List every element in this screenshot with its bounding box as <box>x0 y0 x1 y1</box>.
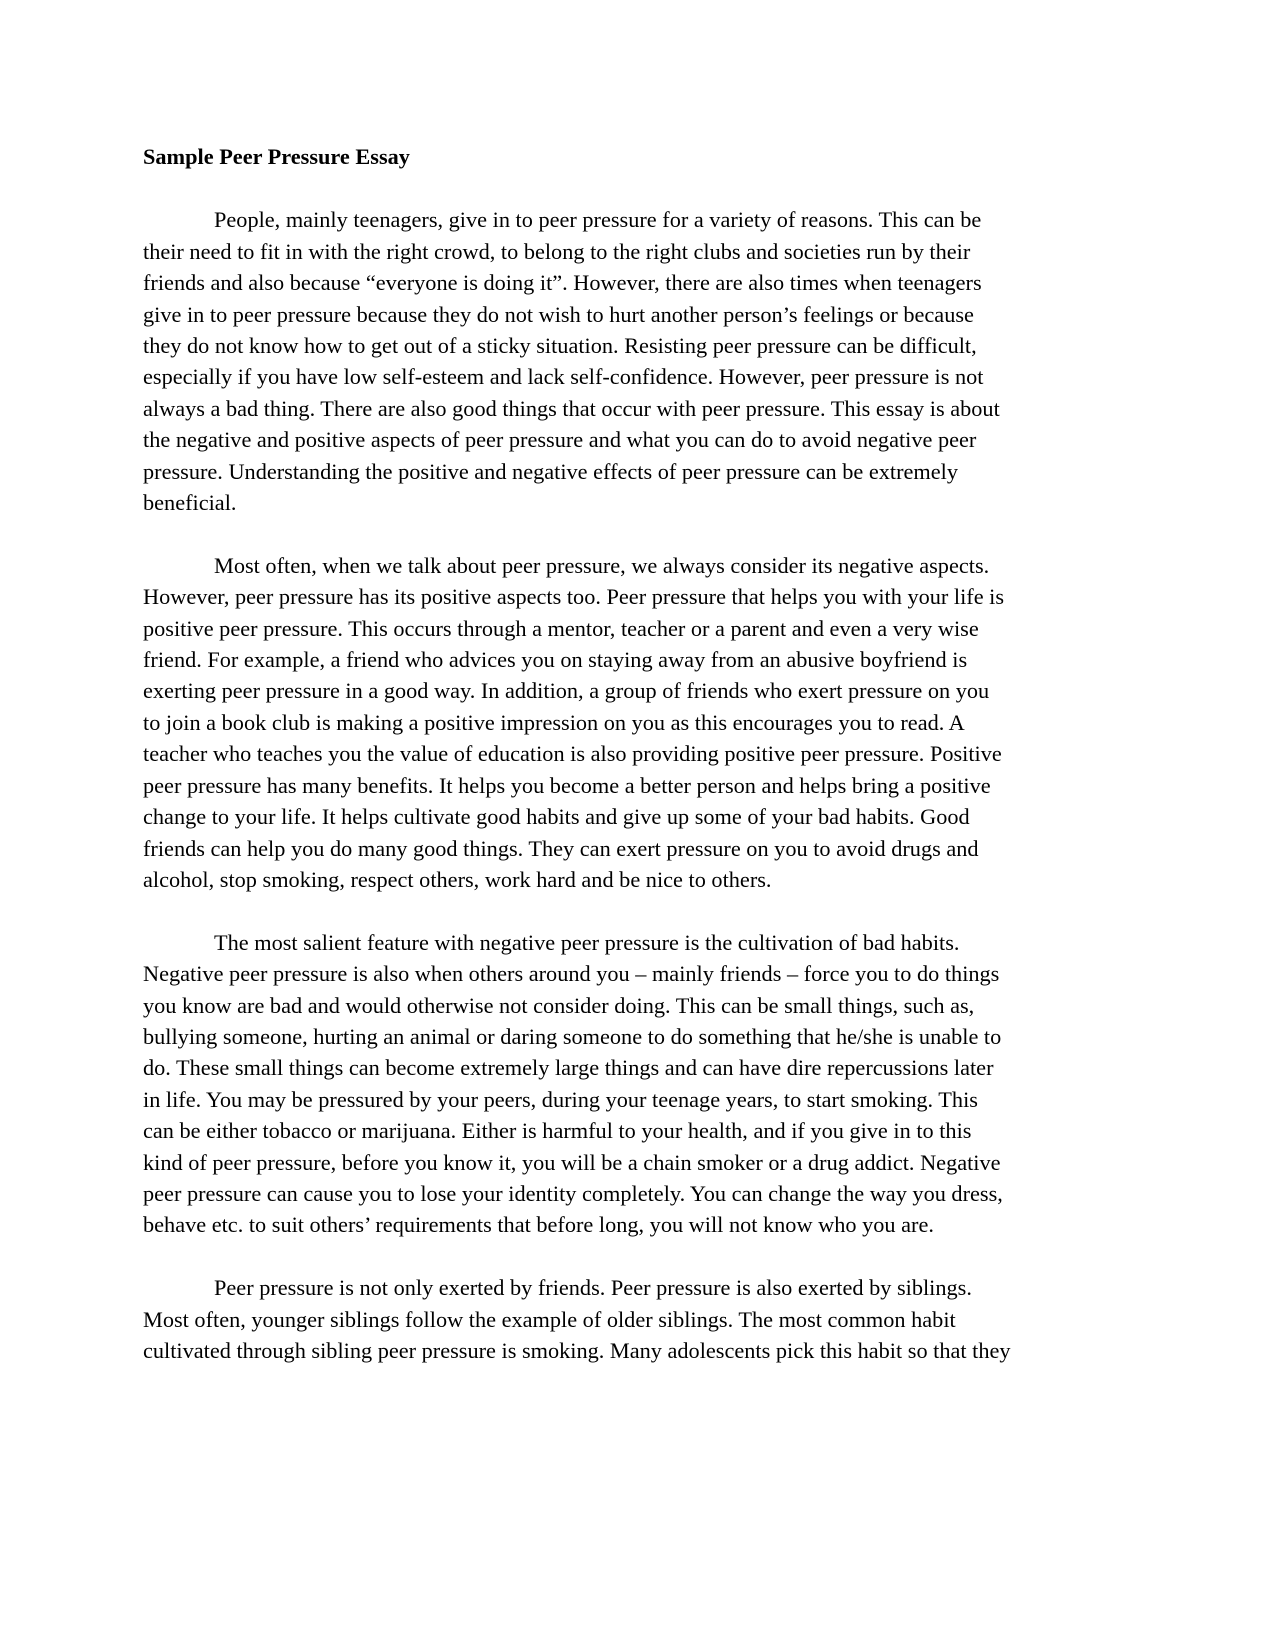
text-line: behave etc. to suit others’ requirements that before long, you will not know who you are. <box>143 1212 934 1238</box>
text-line: Negative peer pressure is also when others around you – mainly friends – force you to do things <box>143 961 1000 987</box>
text-line: kind of peer pressure, before you know it, you will be a chain smoker or a drug addict. Negative <box>143 1149 1001 1175</box>
text-line: People, mainly teenagers, give in to peer pressure for a variety of reasons. This can be <box>214 207 982 233</box>
text-line: to join a book club is making a positive impression on you as this encourages you to read. A <box>143 709 965 735</box>
paragraph <box>143 1272 1083 1366</box>
text-line: peer pressure has many benefits. It helps you become a better person and helps bring a positive <box>143 772 991 798</box>
text-line: their need to fit in with the right crowd, to belong to the right clubs and societies run by their <box>143 238 971 264</box>
text-line: alcohol, stop smoking, respect others, work hard and be nice to others. <box>143 866 772 892</box>
text-line: peer pressure can cause you to lose your identity completely. You can change the way you dress, <box>143 1180 1003 1206</box>
text-line: they do not know how to get out of a sticky situation. Resisting peer pressure can be difficult, <box>143 333 977 359</box>
text-line: teacher who teaches you the value of education is also providing positive peer pressure. Positive <box>143 741 1002 767</box>
text-line: cultivated through sibling peer pressure is smoking. Many adolescents pick this habit so that they <box>143 1337 1011 1363</box>
text-line: do. These small things can become extremely large things and can have dire repercussions later <box>143 1055 994 1081</box>
paragraph <box>143 927 1083 1241</box>
essay-body <box>143 204 1083 1366</box>
text-line: in life. You may be pressured by your peers, during your teenage years, to start smoking. This <box>143 1086 978 1112</box>
text-line: the negative and positive aspects of peer pressure and what you can do to avoid negative peer <box>143 427 977 453</box>
text-line: especially if you have low self-esteem and lack self-confidence. However, peer pressure is not <box>143 364 984 390</box>
text-line: friend. For example, a friend who advices you on staying away from an abusive boyfriend is <box>143 647 968 673</box>
text-line: positive peer pressure. This occurs through a mentor, teacher or a parent and even a very wise <box>143 615 979 641</box>
paragraph <box>143 204 1083 518</box>
text-line: you know are bad and would otherwise not consider doing. This can be small things, such as, <box>143 992 975 1018</box>
text-line: pressure. Understanding the positive and negative effects of peer pressure can be extremely <box>143 458 958 484</box>
text-line: friends can help you do many good things. They can exert pressure on you to avoid drugs and <box>143 835 979 861</box>
text-line: beneficial. <box>143 490 237 516</box>
text-line: Most often, younger siblings follow the example of older siblings. The most common habit <box>143 1306 956 1332</box>
text-line: The most salient feature with negative peer pressure is the cultivation of bad habits. <box>214 929 960 955</box>
text-line: bullying someone, hurting an animal or daring someone to do something that he/she is unable to <box>143 1023 1002 1049</box>
paragraph <box>143 550 1083 895</box>
text-line: Most often, when we talk about peer pressure, we always consider its negative aspects. <box>214 552 990 578</box>
text-line: However, peer pressure has its positive aspects too. Peer pressure that helps you with your life is <box>143 584 1005 610</box>
text-line: always a bad thing. There are also good things that occur with peer pressure. This essay is about <box>143 395 1000 421</box>
text-line: change to your life. It helps cultivate good habits and give up some of your bad habits. Good <box>143 804 970 830</box>
text-line: friends and also because “everyone is doing it”. However, there are also times when teenagers <box>143 270 982 296</box>
essay-title: Sample Peer Pressure Essay <box>143 144 410 169</box>
text-line: give in to peer pressure because they do not wish to hurt another person’s feelings or because <box>143 301 974 327</box>
text-line: can be either tobacco or marijuana. Either is harmful to your health, and if you give in to this <box>143 1118 972 1144</box>
text-line: Peer pressure is not only exerted by friends. Peer pressure is also exerted by siblings. <box>214 1275 972 1301</box>
document-page <box>143 141 1083 1398</box>
text-line: exerting peer pressure in a good way. In addition, a group of friends who exert pressure on you <box>143 678 990 704</box>
